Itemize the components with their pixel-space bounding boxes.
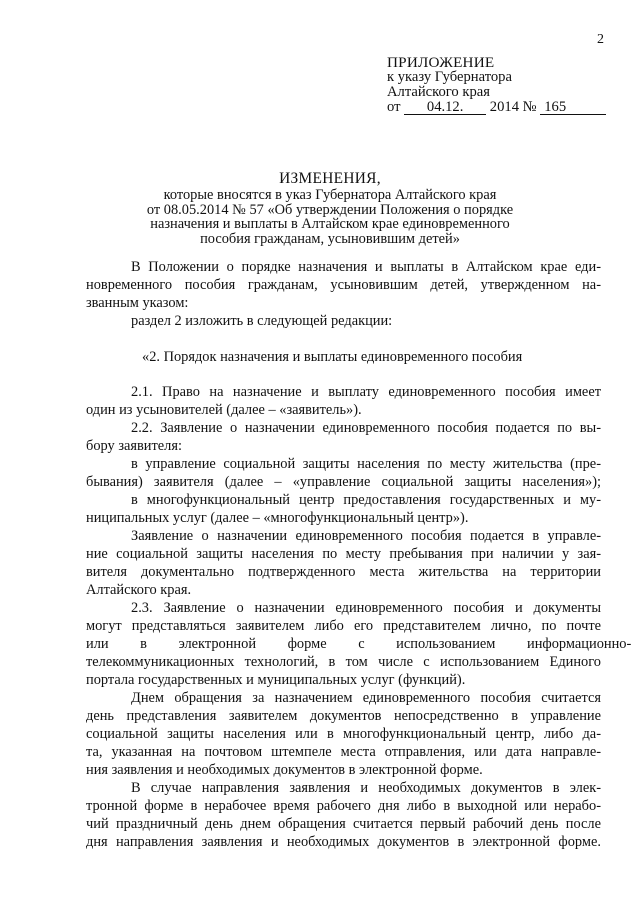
body-line: в управление социальной защиты населения по месту жительства (пре- xyxy=(131,456,601,472)
body-line: Днем обращения за назначением единовременного пособия считается xyxy=(131,690,601,706)
body-line: бывания) заявителя (далее – «управление социальной защиты населения»); xyxy=(86,474,601,490)
body-line: чий праздничный день днем обращения считается первый рабочий день после xyxy=(86,816,601,832)
section-heading: «2. Порядок назначения и выплаты единовременного пособия xyxy=(142,349,523,365)
body-line: 2.3. Заявление о назначении единовременного пособия и документы xyxy=(131,600,601,616)
body-line: телекоммуникационных технологий, в том числе с использованием Единого xyxy=(86,654,601,670)
body-line: один из усыновителей (далее – «заявитель»). xyxy=(86,402,362,418)
heading-line: которые вносятся в указ Губернатора Алтайского края xyxy=(163,187,497,203)
body-line: портала государственных и муниципальных услуг (функций). xyxy=(86,672,466,688)
annex-number: 165 xyxy=(540,100,606,115)
body-line: тронной форме в нерабочее время рабочего дня либо в выходной или нерабо- xyxy=(86,798,601,814)
body-line: званным указом: xyxy=(86,295,189,311)
annex-line-2: Алтайского края xyxy=(387,84,490,100)
body-line: ниципальных услуг (далее – «многофункциональный центр»). xyxy=(86,510,469,526)
body-line: бору заявителя: xyxy=(86,438,182,454)
body-line: 2.1. Право на назначение и выплату единовременного пособия имеет xyxy=(131,384,601,400)
page-number: 2 xyxy=(597,32,604,47)
body-line: раздел 2 изложить в следующей редакции: xyxy=(131,313,393,329)
body-line: В случае направления заявления и необходимых документов в элек- xyxy=(131,780,601,796)
annex-line-1: к указу Губернатора xyxy=(387,69,512,85)
heading-line: пособия гражданам, усыновившим детей» xyxy=(200,231,460,248)
body-line: ния заявления и необходимых документов в электронной форме. xyxy=(86,762,483,778)
body-line: вителя документально подтвержденного места жительства на территории xyxy=(86,564,601,580)
body-line: В Положении о порядке назначения и выплаты в Алтайском крае еди- xyxy=(131,259,601,275)
body-line: Заявление о назначении единовременного пособия подается в управле- xyxy=(131,528,601,544)
body-line: в многофункциональный центр предоставления государственных и му- xyxy=(131,492,601,508)
body-line: дня направления заявления и необходимых документов в электронной форме. xyxy=(86,834,601,850)
annex-date-row xyxy=(387,100,606,115)
annex-from-label: от xyxy=(387,99,401,115)
body-line: новременного пособия гражданам, усыновившим детей, утвержденном на- xyxy=(86,277,601,293)
heading-title: ИЗМЕНЕНИЯ, xyxy=(279,170,381,187)
heading-line: назначения и выплаты в Алтайском крае единовременного xyxy=(150,216,510,233)
annex-year: 2014 xyxy=(489,99,519,115)
body-line: день представления заявителем документов непосредственно в управление xyxy=(86,708,601,724)
heading-line: от 08.05.2014 № 57 «Об утверждении Положения о порядке xyxy=(146,201,514,218)
annex-block xyxy=(387,55,606,115)
body-line: 2.2. Заявление о назначении единовременного пособия подается по вы- xyxy=(131,420,601,436)
body-line: или в электронной форме с использованием информационно- xyxy=(86,636,632,652)
body-line: Алтайского края. xyxy=(86,582,192,598)
annex-date: 04.12. xyxy=(404,100,486,115)
body-line: та, указанная на почтовом штемпеле места отправления, или дата направле- xyxy=(86,744,601,760)
body-line: ние социальной защиты населения по месту пребывания при наличии у зая- xyxy=(86,546,601,562)
body-line: социальной защиты населения или в многофункциональный центр, либо да- xyxy=(86,726,601,742)
annex-number-sign: № xyxy=(522,99,537,115)
annex-title: ПРИЛОЖЕНИЕ xyxy=(387,54,495,71)
document-heading xyxy=(120,170,540,247)
body-line: могут представляться заявителем либо его представителем лично, по почте xyxy=(86,618,601,634)
